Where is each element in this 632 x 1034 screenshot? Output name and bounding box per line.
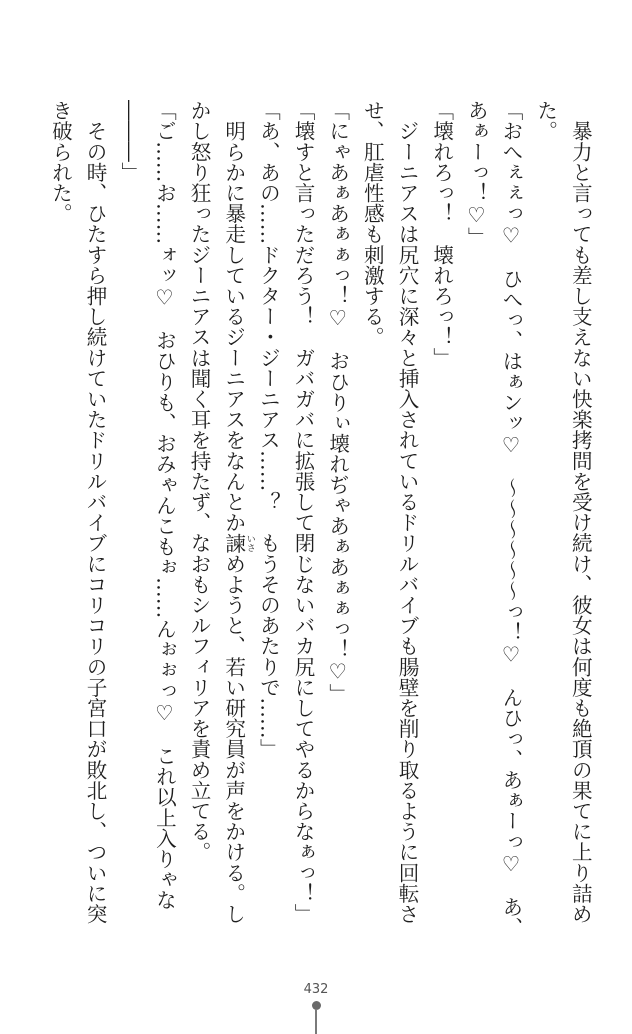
text-column-11 [216,100,255,930]
page-marker-line [315,1009,317,1034]
text-column-15: その時、ひたすら押し続けていたドリルバイブにコリコリの子宮口が敗北し、ついに突 [83,100,108,924]
text-column-9: 「壊すと言っただろう！ ガバガバに拡張して閉じないバカ尻にしてやるからなぁっ！」 [291,100,316,924]
ruby-annotation: いさ [244,533,255,552]
text-column-7: せ、肛虐性感も刺激する。 [360,100,385,348]
text-column-12: かし怒り狂ったジーニアスは聞く耳を持たず、なおもシルフィリアを責め立てる。 [187,100,212,863]
text-column-10: 「あ、あの……ドクター・ジーニアス……？ もうそのあたりで……」 [256,100,281,760]
text-column-3: 「おへぇぇっ♡ ひへっ、はぁンッ♡ ～～～～～～っ！♡ んひっ、あぁーっ♡ あ、 [498,100,523,938]
text-column-16: き破られた。 [48,100,73,224]
page-number: 432 [303,982,329,997]
column-text-after-ruby: めようと、若い研究員が声をかける。し [221,553,246,925]
text-column-13: 「ご……お……ォッ♡ おひりも、おみゃんこもぉ……んぉぉっ♡ これ以上入りゃな [152,100,177,911]
column-text-before-ruby: 明らかに暴走しているジーニアスをなんとか [221,100,246,533]
text-column-6: ジーニアスは尻穴に深々と挿入されているドリルバイブも腸壁を削り取るように回転さ [395,100,419,924]
text-column-4: あぁーっ！♡」 [464,100,489,248]
ruby-group [221,532,255,554]
text-column-2: た。 [533,100,558,142]
ruby-base: 諫 [221,532,246,554]
text-column-8: 「にゃあぁあぁぁっ！♡ おひりぃ壊れぢゃあぁあぁぁっ！♡」 [325,100,350,705]
text-column-1: 暴力と言っても差し支えない快楽拷問を受け続け、彼女は何度も絶頂の果てに上り詰め [568,100,593,924]
text-column-14: ―――」 [117,100,142,183]
vertical-text-block [43,100,598,938]
text-column-5: 「壊れろっ！ 壊れろっ！」 [429,100,454,368]
